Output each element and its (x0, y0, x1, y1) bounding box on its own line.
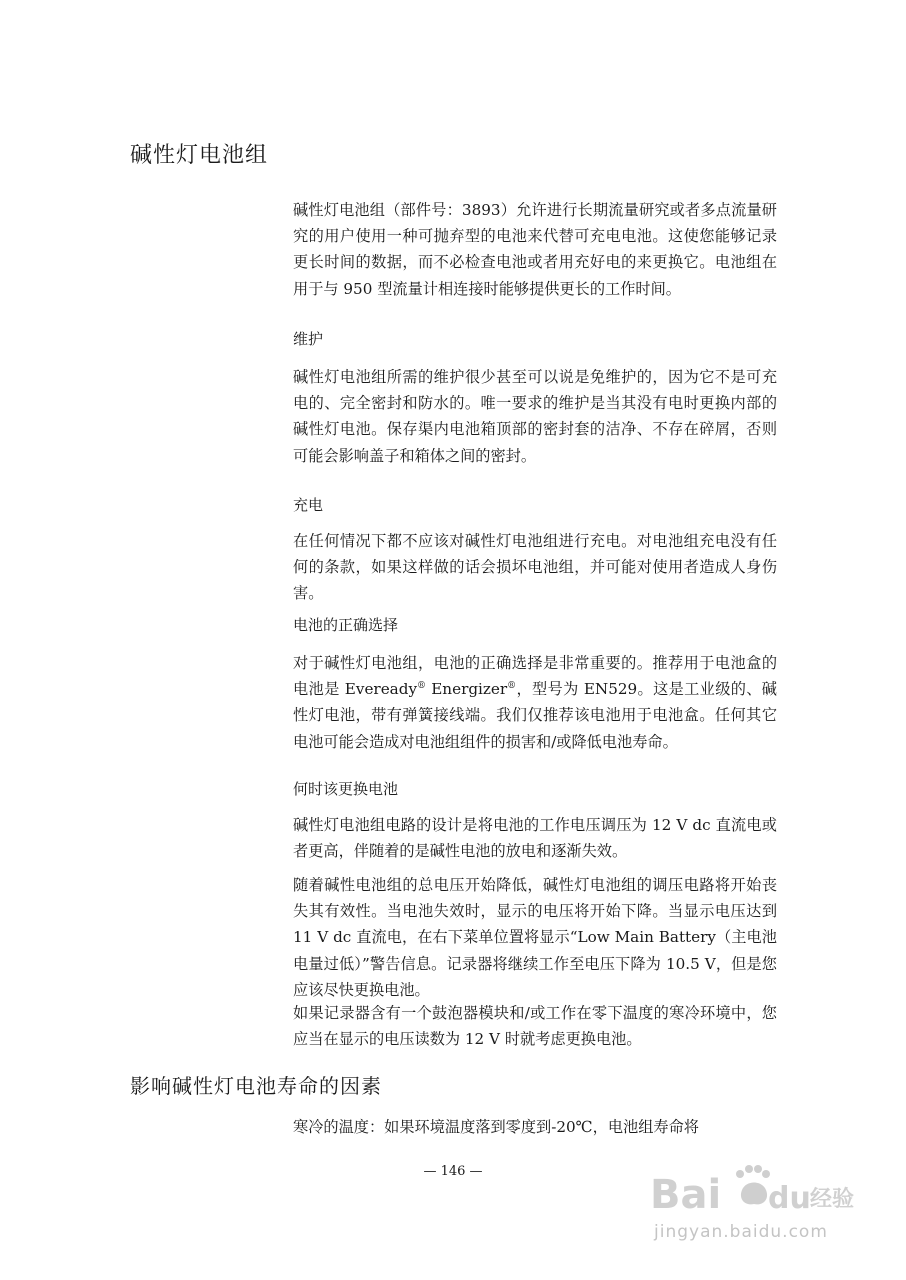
maintenance-body (293, 364, 777, 469)
selection-text-b: Energizer (426, 680, 508, 699)
replace-paragraph-3: 如果记录器含有一个鼓泡器模块和/或工作在零下温度的寒冷环境中，您应当在显示的电压读数为 12 V 时就考虑更换电池。 (293, 1004, 777, 1049)
svg-text:经验: 经验 (810, 1187, 855, 1212)
baidu-watermark (640, 1152, 880, 1252)
factors-body (293, 1114, 777, 1140)
replace-body-1 (293, 812, 777, 864)
selection-block (293, 612, 777, 638)
baidu-jingyan-logo (650, 1160, 860, 1220)
section-heading: 碱性灯电池组 (130, 143, 269, 168)
replace-body-2 (293, 872, 777, 1003)
maintenance-block (293, 326, 777, 352)
selection-body (293, 650, 777, 755)
charging-body (293, 528, 777, 607)
selection-title: 电池的正确选择 (293, 616, 399, 634)
replace-paragraph-1: 碱性灯电池组电路的设计是将电池的工作电压调压为 12 V dc 直流电或者更高，伴随着的是碱性电池的放电和逐渐失效。 (293, 816, 777, 861)
replace-block (293, 776, 777, 802)
charging-block (293, 492, 777, 518)
watermark-url: jingyan.baidu.com (654, 1222, 828, 1242)
intro-paragraph: 碱性灯电池组（部件号：3893）允许进行长期流量研究或者多点流量研究的用户使用一种可抛弃型的电池来代替可充电电池。这使您能够记录更长时间的数据，而不必检查电池或者用充好电的来更换它。电池组在用于与 950 型流量计相连接时能够提供更长的工作时间。 (293, 201, 777, 298)
selection-text-a: 对于碱性灯电池组，电池的正确选择是非常重要的。推荐用于电池盒的电池是 Eveready (293, 654, 777, 699)
factors-paragraph: 寒冷的温度：如果环境温度落到零度到-20℃，电池组寿命将 (293, 1118, 699, 1136)
charging-title: 充电 (293, 496, 324, 514)
intro-block (293, 197, 777, 302)
svg-text:du: du (768, 1181, 811, 1216)
replace-body-3 (293, 1000, 777, 1052)
registered-mark: ® (507, 681, 517, 692)
selection-text-c: ，型号为 EN529。这是工业级的、碱性灯电池，带有弹簧接线端。我们仅推荐该电池用于电池盒。任何其它电池可能会造成对电池组组件的损害和/或降低电池寿命。 (293, 680, 777, 751)
page-number: — 146 — (423, 1164, 483, 1179)
replace-title: 何时该更换电池 (293, 780, 399, 798)
maintenance-title: 维护 (293, 330, 324, 348)
selection-paragraph (293, 650, 777, 755)
maintenance-paragraph: 碱性灯电池组所需的维护很少甚至可以说是免维护的，因为它不是可充电的、完全密封和防水的。唯一要求的维护是当其没有电时更换内部的碱性灯电池。保存渠内电池箱顶部的密封套的洁净、不存在碎屑，否则可能会影响盖子和箱体之间的密封。 (293, 368, 777, 465)
svg-text:Bai: Bai (650, 1172, 722, 1218)
registered-mark: ® (417, 681, 427, 692)
factors-heading: 影响碱性灯电池寿命的因素 (130, 1074, 382, 1098)
replace-paragraph-2: 随着碱性电池组的总电压开始降低，碱性灯电池组的调压电路将开始丧失其有效性。当电池失效时，显示的电压将开始下降。当显示电压达到 11 V dc 直流电，在右下菜单位置将显示“Low Main Battery（主电池电量过低）”警告信息。记录器将继续工作至电压下降为 10.5 V，但是您应该尽快更换电池。 (293, 876, 777, 999)
charging-paragraph: 在任何情况下都不应该对碱性灯电池组进行充电。对电池组充电没有任何的条款，如果这样做的话会损坏电池组，并可能对使用者造成人身伤害。 (293, 532, 777, 603)
